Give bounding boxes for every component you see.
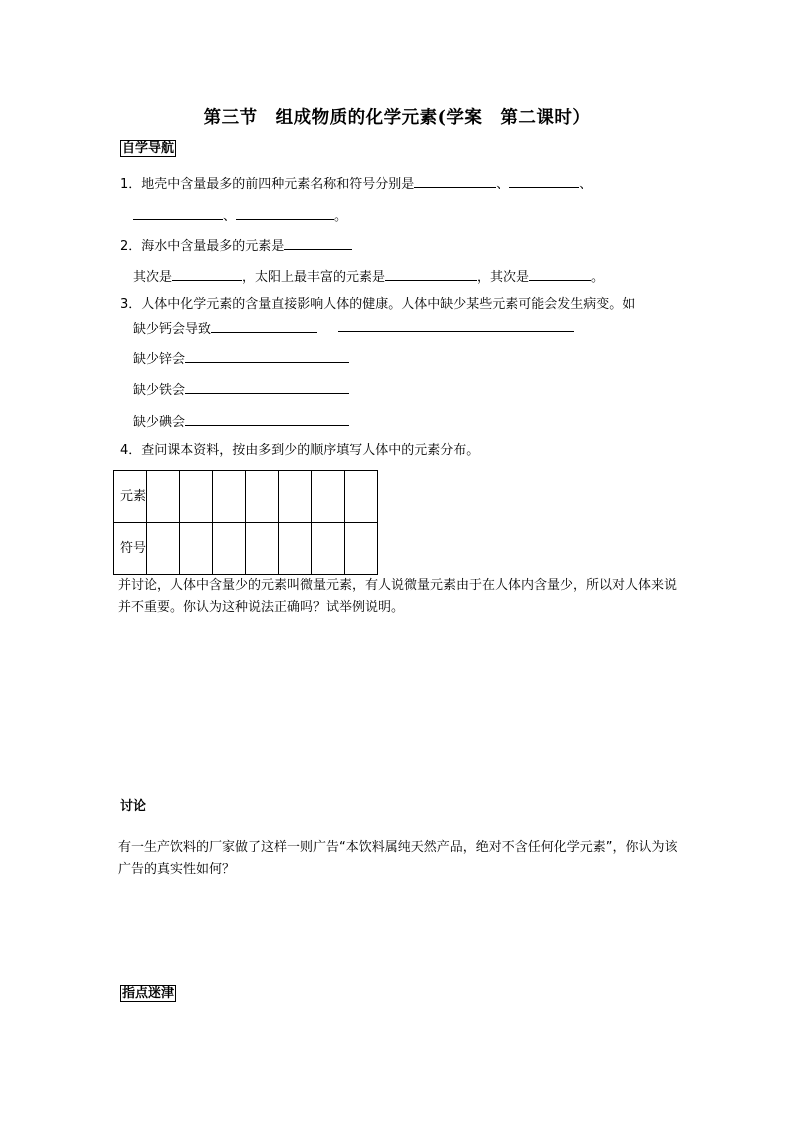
table-cell[interactable] (246, 523, 279, 575)
table-cell[interactable] (246, 471, 279, 523)
table-cell[interactable] (213, 471, 246, 523)
q1-blank-4[interactable] (236, 206, 334, 220)
table-cell[interactable] (147, 471, 180, 523)
q2-text: 2．海水中含量最多的元素是 (120, 239, 285, 254)
table-cell[interactable] (312, 523, 345, 575)
q2-second-label: 其次是 (133, 270, 173, 285)
q1-line2 (133, 206, 347, 225)
q3-iodine-blank[interactable] (185, 412, 349, 426)
q3-line1: 3．人体中化学元素的含量直接影响人体的健康。人体中缺少某些元素可能会发生病变。如 (120, 297, 636, 312)
q3-iron-label: 缺少铁会 (133, 383, 186, 398)
table-cell[interactable] (312, 471, 345, 523)
table-cell[interactable] (345, 471, 378, 523)
section-discussion: 讨论 (120, 799, 147, 814)
q2-blank-4[interactable] (529, 267, 591, 281)
q1-end: 。 (334, 209, 348, 224)
q2-line1 (120, 236, 352, 255)
q3-calcium-label: 缺少钙会导致 (133, 322, 212, 337)
q3-calcium-blank-1[interactable] (211, 319, 317, 333)
q1-sep: 、 (223, 209, 237, 224)
q2-blank-1[interactable] (284, 236, 352, 250)
q3-iodine (133, 412, 349, 431)
q4-text: 4．查问课本资料，按由多到少的顺序填写人体中的元素分布。 (120, 443, 480, 458)
q3-zinc-label: 缺少锌会 (133, 352, 186, 367)
table-cell[interactable] (180, 471, 213, 523)
q3-zinc-blank[interactable] (185, 349, 349, 363)
row-header-element: 元素 (114, 471, 147, 523)
table-row (114, 471, 378, 523)
q1-line1 (120, 174, 592, 193)
q1-blank-2[interactable] (509, 174, 579, 188)
q1-text: 1．地壳中含量最多的前四种元素名称和符号分别是 (120, 177, 415, 192)
table-cell[interactable] (147, 523, 180, 575)
q3-zinc (133, 349, 349, 368)
page-title: 第三节 组成物质的化学元素(学案 第二课时） (203, 108, 591, 128)
row-header-symbol: 符号 (114, 523, 147, 575)
element-table (113, 470, 378, 575)
table-row (114, 523, 378, 575)
q3-iron-blank[interactable] (185, 380, 349, 394)
q2-blank-3[interactable] (385, 267, 477, 281)
table-cell[interactable] (213, 523, 246, 575)
q3-calcium-blank-2[interactable] (338, 331, 574, 332)
q4-discussion: 并讨论，人体中含量少的元素叫微量元素，有人说微量元素由于在人体内含量少，所以对人体来说并不重要。你认为这种说法正确吗？试举例说明。 (118, 578, 678, 615)
table-cell[interactable] (279, 523, 312, 575)
q2-line2 (133, 267, 604, 286)
q2-second2-label: ，其次是 (477, 270, 530, 285)
table-cell[interactable] (180, 523, 213, 575)
q1-blank-3[interactable] (133, 206, 223, 220)
q3-calcium (133, 319, 317, 338)
table-cell[interactable] (279, 471, 312, 523)
section-guidance: 指点迷津 (122, 986, 175, 1001)
q1-sep: 、 (579, 177, 593, 192)
q1-sep: 、 (496, 177, 510, 192)
section-self-study: 自学导航 (122, 141, 175, 156)
q3-iodine-label: 缺少碘会 (133, 415, 186, 430)
table-cell[interactable] (345, 523, 378, 575)
q2-blank-2[interactable] (172, 267, 242, 281)
q2-end: 。 (591, 270, 605, 285)
q3-iron (133, 380, 349, 399)
discussion-text: 有一生产饮料的厂家做了这样一则广告“本饮料属纯天然产品，绝对不含任何化学元素”，你认为该广告的真实性如何？ (118, 840, 678, 877)
q1-blank-1[interactable] (414, 174, 496, 188)
q2-sun-label: ，太阳上最丰富的元素是 (242, 270, 386, 285)
